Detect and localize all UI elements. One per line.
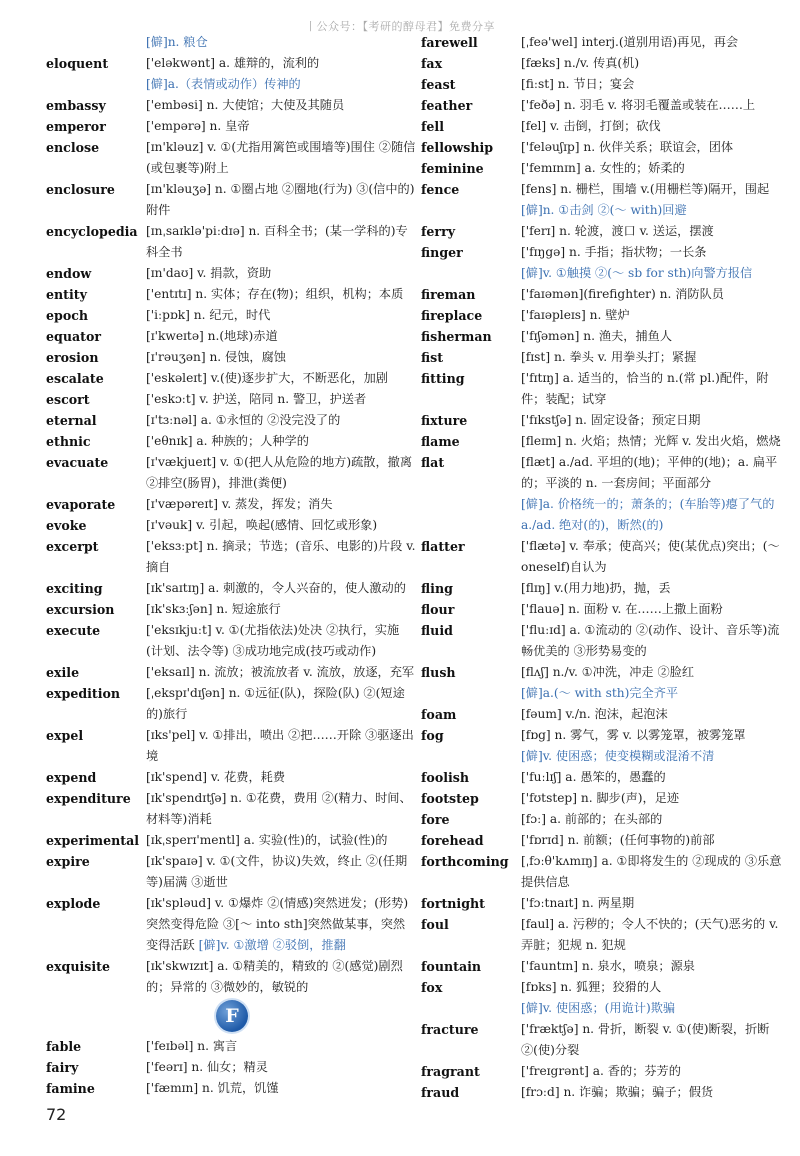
dictionary-entry [46, 263, 416, 284]
dictionary-entry [421, 725, 791, 746]
definition: [僻]n. ①击剑 ②(～ with)回避 [521, 203, 687, 217]
dictionary-entry [421, 1061, 791, 1082]
dictionary-entry [46, 137, 416, 179]
definition: [ɪn'daʊ] v. 捐款，资助 [146, 266, 272, 280]
definition: [ɪ'rəuʒən] n. 侵蚀，腐蚀 [146, 350, 286, 364]
headword: expedition [46, 686, 121, 701]
headword [421, 200, 521, 221]
dictionary-entry [46, 1078, 416, 1099]
definition: [ɪnˌsaɪklə'piːdɪə] n. 百科全书；(某一学科的)专科全书 [146, 224, 408, 259]
dictionary-entry [46, 32, 416, 53]
definition: ['eθnɪk] a. 种族的；人种学的 [146, 434, 309, 448]
headword: fortnight [421, 896, 485, 911]
headword [421, 263, 521, 284]
headword [421, 998, 521, 1019]
dictionary-entry [46, 221, 416, 263]
definition: [faul] a. 污秽的；令人不快的；(天气)恶劣的 v. 弄脏；犯规 n. 犯规 [521, 917, 779, 952]
headword: feast [421, 77, 456, 92]
headword [421, 683, 521, 704]
dictionary-entry [46, 410, 416, 431]
headword: exciting [46, 581, 103, 596]
dictionary-entry [421, 452, 791, 494]
headword: fox [421, 980, 443, 995]
dictionary-entry [46, 53, 416, 74]
definition: ['fɪtɪŋ] a. 适当的，恰当的 n.(常 pl.)配件，附件；装配；试穿 [521, 371, 769, 406]
definition: ['eskəleɪt] v.(使)逐步扩大，不断恶化，加剧 [146, 371, 388, 385]
definition: [fəum] v./n. 泡沫，起泡沫 [521, 707, 668, 721]
headword: evacuate [46, 455, 109, 470]
dictionary-entry [421, 914, 791, 956]
headword: exile [46, 665, 80, 680]
definition: ['eksɪkjuːt] v. ①(尤指依法)处决 ②执行，实施(计划、法令等) ③成功地完成(技巧或动作) [146, 623, 400, 658]
definition: [frɔːd] n. 诈骗；欺骗；骗子；假货 [521, 1085, 714, 1099]
definition: [ɪk'skɜːʃən] n. 短途旅行 [146, 602, 281, 616]
headword: fraud [421, 1085, 460, 1100]
definition: ['eləkwənt] a. 雄辩的，流利的 [146, 56, 320, 70]
headword: embassy [46, 98, 106, 113]
dictionary-entry [421, 284, 791, 305]
definition: ['embəsi] n. 大使馆；大使及其随员 [146, 98, 345, 112]
dictionary-entry [421, 305, 791, 326]
definition: ['faɪəmən](firefighter) n. 消防队员 [521, 287, 724, 301]
dictionary-entry [46, 284, 416, 305]
definition: [ɪks'pel] v. ①排出，喷出 ②把……开除 ③驱逐出境 [146, 728, 414, 763]
headword: fountain [421, 959, 482, 974]
definition: ['fauntɪn] n. 泉水，喷泉；源泉 [521, 959, 695, 973]
headword: fling [421, 581, 453, 596]
definition: ['eksaɪl] n. 流放；被流放者 v. 流放，放逐，充军 [146, 665, 415, 679]
headword: emperor [46, 119, 106, 134]
headword: fairy [46, 1060, 79, 1075]
definition: [fens] n. 栅栏，围墙 v.(用栅栏等)隔开，围起 [521, 182, 770, 196]
headword: fax [421, 56, 443, 71]
dictionary-entry [421, 221, 791, 242]
headword: explode [46, 896, 101, 911]
definition: ['flauə] n. 面粉 v. 在……上撒上面粉 [521, 602, 723, 616]
headword: enclosure [46, 182, 115, 197]
dictionary-entry [46, 767, 416, 788]
headword: foolish [421, 770, 470, 785]
headword: enclose [46, 140, 100, 155]
definition: ['fɪŋgə] n. 手指；指状物；一长条 [521, 245, 707, 259]
headword: escort [46, 392, 90, 407]
headword: forthcoming [421, 854, 509, 869]
headword: forehead [421, 833, 484, 848]
dictionary-entry [421, 536, 791, 578]
dictionary-entry [421, 158, 791, 179]
definition: ['fræktʃə] n. 骨折，断裂 v. ①(使)断裂，折断 ②(使)分裂 [521, 1022, 770, 1057]
dictionary-entry [421, 851, 791, 893]
dictionary-entry [421, 746, 791, 767]
dictionary-entry [46, 830, 416, 851]
dictionary-entry [421, 410, 791, 431]
headword: fragrant [421, 1064, 480, 1079]
headword: excursion [46, 602, 115, 617]
dictionary-entry [46, 725, 416, 767]
headword: fog [421, 728, 444, 743]
dictionary-entry [46, 620, 416, 662]
headword: farewell [421, 35, 478, 50]
headword: encyclopedia [46, 224, 138, 239]
headword: evaporate [46, 497, 116, 512]
dictionary-entry [421, 326, 791, 347]
headword: flour [421, 602, 455, 617]
dictionary-entry [421, 53, 791, 74]
definition: [fɒks] n. 狐狸；狡猾的人 [521, 980, 662, 994]
dictionary-entry [46, 116, 416, 137]
dictionary-entry [421, 116, 791, 137]
dictionary-entry [46, 788, 416, 830]
rare-meaning: [僻]v. ①激增 ②驳倒，推翻 [194, 938, 346, 952]
definition: [ɪ'tɜːnəl] a. ①永恒的 ②没完没了的 [146, 413, 341, 427]
dictionary-entry [46, 452, 416, 494]
definition: [ɪ'væpəreɪt] v. 蒸发，挥发；消失 [146, 497, 333, 511]
definition: [flɪŋ] v.(用力地)扔，抛，丢 [521, 581, 671, 595]
headword: exquisite [46, 959, 110, 974]
definition: ['eskɔːt] v. 护送，陪同 n. 警卫，护送者 [146, 392, 367, 406]
headword: fellowship [421, 140, 494, 155]
definition: ['ferɪ] n. 轮渡，渡口 v. 送运，摆渡 [521, 224, 714, 238]
headword: fluid [421, 623, 453, 638]
headword: ethnic [46, 434, 91, 449]
dictionary-entry [421, 95, 791, 116]
dictionary-entry [421, 998, 791, 1019]
headword: fireplace [421, 308, 483, 323]
definition: ['feləuʃɪp] n. 伙伴关系；联谊会，团体 [521, 140, 734, 154]
dictionary-entry [421, 599, 791, 620]
dictionary-entry [421, 200, 791, 221]
definition: [fleɪm] n. 火焰；热情；光辉 v. 发出火焰，燃烧 [521, 434, 781, 448]
definition: [ˌfɔːθ'kʌmɪŋ] a. ①即将发生的 ②现成的 ③乐意提供信息 [521, 854, 782, 889]
headword: foul [421, 917, 449, 932]
definition: ['feərɪ] n. 仙女；精灵 [146, 1060, 268, 1074]
definition: [fɔː] a. 前部的；在头部的 [521, 812, 663, 826]
headword: fell [421, 119, 444, 134]
definition: ['feɪbəl] n. 寓言 [146, 1039, 238, 1053]
definition: [ɪk'saɪtɪŋ] a. 刺激的，令人兴奋的，使人激动的 [146, 581, 406, 595]
dictionary-entry [421, 347, 791, 368]
dictionary-entry [421, 242, 791, 263]
dictionary-entry [46, 683, 416, 725]
dictionary-entry [421, 704, 791, 725]
dictionary-entry [421, 767, 791, 788]
headword: escalate [46, 371, 104, 386]
page-number: 72 [46, 1105, 67, 1124]
definition: [flʌʃ] n./v. ①冲洗，冲走 ②脸红 [521, 665, 695, 679]
definition: ['feðə] n. 羽毛 v. 将羽毛覆盖或装在……上 [521, 98, 756, 112]
letter-badge: F [216, 1000, 248, 1032]
dictionary-entry [46, 431, 416, 452]
headword: flush [421, 665, 456, 680]
headword: expire [46, 854, 90, 869]
dictionary-entry [46, 893, 416, 956]
definition: ['fluːɪd] a. ①流动的 ②(动作、设计、音乐等)流畅优美的 ③形势易变的 [521, 623, 780, 658]
dictionary-entry [46, 536, 416, 578]
headword: fence [421, 182, 460, 197]
dictionary-entry [421, 494, 791, 536]
dictionary-entry [421, 1019, 791, 1061]
definition: [ɪk'spləud] v. ①爆炸 ②(情感)突然迸发；(形势)突然变得危险 ③[～ into sth]突然做某事，突然变得活跃 [僻]v. ①激增 ②驳倒，推翻 [146, 896, 409, 952]
headword: feather [421, 98, 473, 113]
definition: [flæt] a./ad. 平坦的(地)；平伸的(地)；a. 扁平的；平淡的 n. 一套房间；平面部分 [521, 455, 778, 490]
definition: [fɒg] n. 雾气，雾 v. 以雾笼罩，被雾笼罩 [521, 728, 746, 742]
definition: ['fuːlɪʃ] a. 愚笨的，愚蠢的 [521, 770, 666, 784]
dictionary-entry [421, 32, 791, 53]
definition: [ɪk'spend] v. 花费，耗费 [146, 770, 286, 784]
dictionary-entry [46, 956, 416, 998]
headword: foam [421, 707, 457, 722]
headword: footstep [421, 791, 479, 806]
dictionary-entry [46, 1036, 416, 1057]
headword: excerpt [46, 539, 99, 554]
dictionary-entry [46, 515, 416, 536]
definition: [ˌfeə'wel] interj.(道别用语)再见，再会 [521, 35, 739, 49]
definition: [僻]v. 使困惑；使变模糊或混淆不清 [521, 749, 715, 763]
dictionary-entry [421, 809, 791, 830]
dictionary-entry [421, 263, 791, 284]
headword [46, 74, 146, 95]
dictionary-entry [421, 1082, 791, 1103]
headword: fore [421, 812, 450, 827]
headword: flatter [421, 539, 465, 554]
headword: eternal [46, 413, 97, 428]
dictionary-entry [46, 326, 416, 347]
definition: ['freɪgrənt] a. 香的；芬芳的 [521, 1064, 681, 1078]
definition: [fɪst] n. 拳头 v. 用拳头打；紧握 [521, 350, 697, 364]
headword: famine [46, 1081, 95, 1096]
definition: ['iːpɒk] n. 纪元，时代 [146, 308, 271, 322]
dictionary-entry [46, 851, 416, 893]
definition: [fel] v. 击倒，打倒；砍伐 [521, 119, 661, 133]
definition: ['fʊtstep] n. 脚步(声)，足迹 [521, 791, 680, 805]
headword: execute [46, 623, 101, 638]
definition: ['entɪtɪ] n. 实体；存在(物)；组织，机构；本质 [146, 287, 404, 301]
definition: [ɪn'kləuz] v. ①(尤指用篱笆或围墙等)围住 ②随信(或包裹等)附上 [146, 140, 416, 175]
headword: fable [46, 1039, 82, 1054]
definition: [僻]v. 使困惑；(用诡计)欺骗 [521, 1001, 676, 1015]
headword: equator [46, 329, 101, 344]
dictionary-entry [46, 305, 416, 326]
definition: ['fɪʃəmən] n. 渔夫，捕鱼人 [521, 329, 673, 343]
dictionary-entry [421, 620, 791, 662]
dictionary-entry [421, 431, 791, 452]
definition: ['flætə] v. 奉承；使高兴；使(某优点)突出；(～oneself)自认为 [521, 539, 780, 574]
definition: ['fɪkstʃə] n. 固定设备；预定日期 [521, 413, 701, 427]
letter-section-divider [46, 998, 416, 1036]
definition: ['fɔːtnaɪt] n. 两星期 [521, 896, 635, 910]
headword: expel [46, 728, 84, 743]
dictionary-entry [46, 368, 416, 389]
dictionary-entry [46, 179, 416, 221]
dictionary-entry [46, 1057, 416, 1078]
headword: fisherman [421, 329, 492, 344]
headword [421, 746, 521, 767]
headword: expenditure [46, 791, 131, 806]
headword: feminine [421, 161, 484, 176]
dictionary-entry [421, 830, 791, 851]
headword: flat [421, 455, 445, 470]
dictionary-entry [421, 179, 791, 200]
definition: [ɪk'spendɪtʃə] n. ①花费，费用 ②(精力、时间、材料等)消耗 [146, 791, 412, 826]
definition: [ɪkˌsperɪ'mentl] a. 实验(性)的，试验(性)的 [146, 833, 388, 847]
headword: eloquent [46, 56, 109, 71]
definition: [ɪk'spaɪə] v. ①(文件，协议)失效，终止 ②(任期等)届满 ③逝世 [146, 854, 408, 889]
dictionary-entry [421, 683, 791, 704]
dictionary-entry [46, 95, 416, 116]
definition: [僻]a.(～ with sth)完全齐平 [521, 686, 679, 700]
headword: finger [421, 245, 463, 260]
definition: ['fæmɪn] n. 饥荒，饥馑 [146, 1081, 279, 1095]
definition: [ɪk'skwɪzɪt] a. ①精美的，精致的 ②(感觉)剧烈的；异常的 ③微妙的，敏锐的 [146, 959, 403, 994]
dictionary-entry [421, 578, 791, 599]
dictionary-entry [46, 662, 416, 683]
dictionary-entry [46, 74, 416, 95]
dictionary-entry [421, 956, 791, 977]
dictionary-entry [421, 893, 791, 914]
dictionary-entry [421, 74, 791, 95]
definition: ['eksɜːpt] n. 摘录；节选；(音乐、电影的)片段 v. 摘自 [146, 539, 416, 574]
headword: erosion [46, 350, 99, 365]
dictionary-entry [46, 578, 416, 599]
definition: [ˌekspɪ'dɪʃən] n. ①远征(队)，探险(队) ②(短途的)旅行 [146, 686, 405, 721]
headword: endow [46, 266, 92, 281]
definition: [ɪ'vækjueɪt] v. ①(把人从危险的地方)疏散，撤离 ②排空(肠胃)，排泄(粪便) [146, 455, 413, 490]
dictionary-entry [421, 788, 791, 809]
headword [421, 494, 521, 536]
dictionary-entry [46, 599, 416, 620]
definition: [僻]a.（表情或动作）传神的 [146, 77, 301, 91]
definition: [fiːst] n. 节日；宴会 [521, 77, 635, 91]
dictionary-entry [421, 977, 791, 998]
headword [46, 32, 146, 53]
definition: ['empərə] n. 皇帝 [146, 119, 250, 133]
headword: flame [421, 434, 460, 449]
headword: epoch [46, 308, 89, 323]
dictionary-entry [46, 389, 416, 410]
definition: ['faɪəpleɪs] n. 壁炉 [521, 308, 630, 322]
headword: fist [421, 350, 444, 365]
definition: [ɪ'kweɪtə] n.(地球)赤道 [146, 329, 278, 343]
definition: [僻]n. 粮仓 [146, 35, 208, 49]
definition: [ɪ'vəuk] v. 引起，唤起(感情、回忆或形象) [146, 518, 378, 532]
headword: fitting [421, 371, 465, 386]
left-column [46, 32, 416, 1099]
headword: expend [46, 770, 97, 785]
dictionary-entry [421, 368, 791, 410]
dictionary-entry [46, 347, 416, 368]
definition: [ɪn'kləuʒə] n. ①圈占地 ②圈地(行为) ③(信中的)附件 [146, 182, 415, 217]
dictionary-entry [46, 494, 416, 515]
headword: fireman [421, 287, 476, 302]
definition: ['fɒrɪd] n. 前额；(任何事物的)前部 [521, 833, 715, 847]
definition: [fæks] n./v. 传真(机) [521, 56, 640, 70]
dictionary-entry [421, 137, 791, 158]
headword: fracture [421, 1022, 479, 1037]
dictionary-entry [421, 662, 791, 683]
watermark-text: 丨公众号：【考研的醇母君】免费分享 [305, 20, 495, 33]
definition: [僻]v. ①触摸 ②(～ sb for sth)向警方报信 [521, 266, 753, 280]
headword: ferry [421, 224, 456, 239]
definition: ['femɪnɪn] a. 女性的；娇柔的 [521, 161, 685, 175]
definition: [僻]a. 价格统一的；萧条的；(车胎等)瘪了气的 a./ad. 绝对(的)，断然(的) [521, 497, 775, 532]
right-column [421, 32, 791, 1103]
headword: fixture [421, 413, 468, 428]
headword: experimental [46, 833, 140, 848]
headword: entity [46, 287, 87, 302]
headword: evoke [46, 518, 87, 533]
